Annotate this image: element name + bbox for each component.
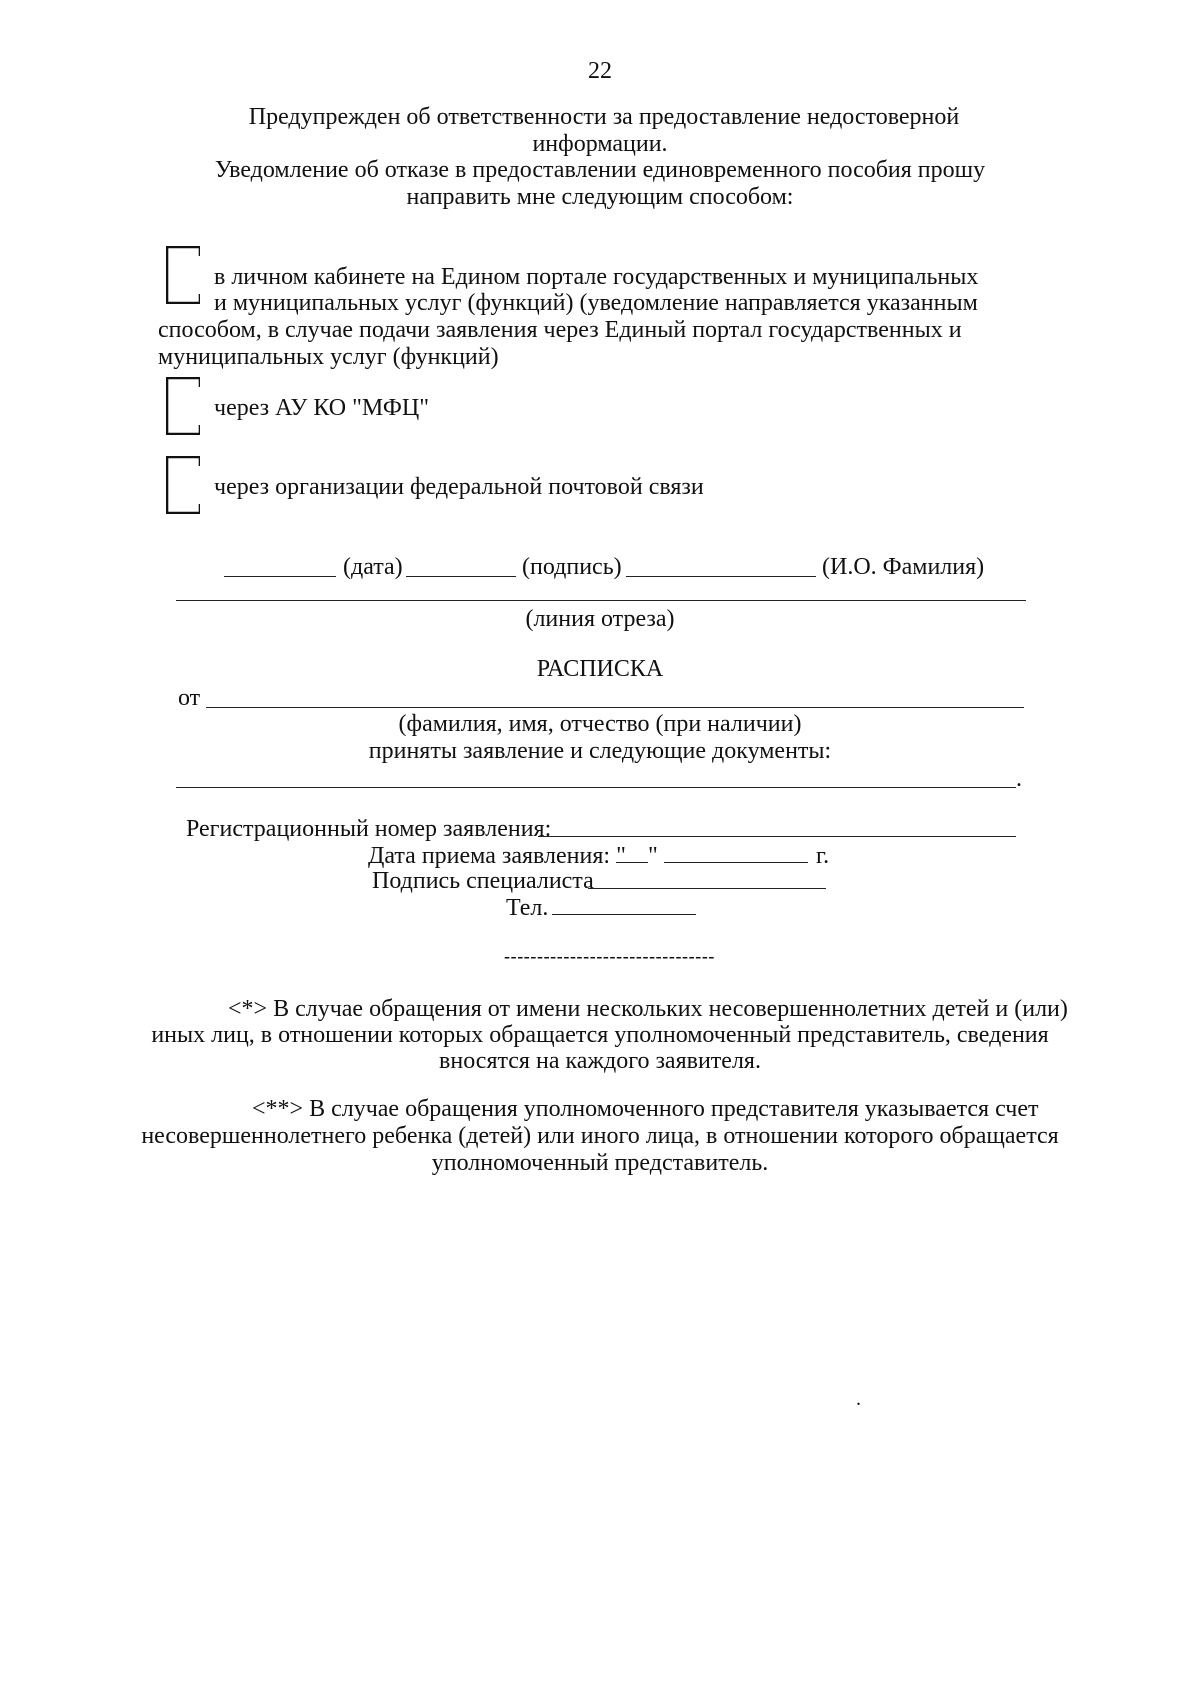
receipt-documents-blank[interactable] [176, 787, 1016, 788]
name-blank[interactable] [626, 576, 816, 577]
option-personal-cabinet-line-1: в личном кабинете на Едином портале государственных и муниципальных [214, 264, 979, 290]
receipt-from-caption: (фамилия, имя, отчество (при наличии) [398, 711, 802, 737]
footnote-2-line-3: уполномоченный представитель. [431, 1150, 769, 1176]
checkbox-bracket-icon [166, 377, 200, 435]
receipt-date-quote: " [648, 843, 658, 869]
receipt-date-label: Дата приема заявления: " [368, 843, 626, 869]
option-mfc-label: через АУ КО "МФЦ" [214, 395, 430, 421]
receipt-from-blank[interactable] [206, 707, 1024, 708]
footnote-1-line-1: <*> В случае обращения от имени нескольких несовершеннолетних детей и (или) [228, 996, 1068, 1022]
checkbox-mfc[interactable] [166, 377, 200, 435]
phone-label: Тел. [506, 895, 549, 921]
cut-line [176, 600, 1026, 601]
option-personal-cabinet-line-2: и муниципальных услуг (функций) (уведомление направляется указанным [214, 290, 978, 316]
specialist-signature-label: Подпись специалиста [372, 868, 594, 894]
reg-number-blank[interactable] [538, 836, 1016, 837]
checkbox-post[interactable] [166, 456, 200, 514]
checkbox-personal-cabinet[interactable] [166, 246, 200, 304]
checkbox-bracket-icon [166, 246, 200, 304]
checkbox-bracket-icon [166, 456, 200, 514]
signature-label: (подпись) [522, 554, 622, 580]
specialist-signature-blank[interactable] [588, 888, 826, 889]
receipt-documents-end: . [1016, 766, 1022, 792]
footnote-2-line-1: <**> В случае обращения уполномоченного представителя указывается счет [252, 1096, 1039, 1122]
footnote-1-line-3: вносятся на каждого заявителя. [439, 1048, 761, 1074]
notice-line-2: направить мне следующим способом: [406, 184, 794, 210]
receipt-title: РАСПИСКА [536, 656, 664, 682]
footnote-1-line-2: иных лиц, в отношении которых обращается уполномоченный представитель, сведения [151, 1022, 1049, 1048]
notice-line-1: Уведомление об отказе в предоставлении единовременного пособия прошу [214, 157, 986, 183]
footnote-2-line-2: несовершеннолетнего ребенка (детей) или иного лица, в отношении которого обращается [141, 1123, 1059, 1149]
receipt-year-suffix: г. [816, 843, 830, 869]
option-personal-cabinet-line-4: муниципальных услуг (функций) [158, 344, 499, 370]
stray-mark: . [856, 1388, 861, 1410]
footnote-separator: -------------------------------- [504, 946, 716, 966]
name-label: (И.О. Фамилия) [822, 554, 985, 580]
option-personal-cabinet-line-3: способом, в случае подачи заявления через Единый портал государственных и [158, 317, 962, 343]
receipt-day-blank[interactable] [616, 862, 648, 863]
cut-line-label: (линия отреза) [525, 606, 675, 632]
reg-number-label: Регистрационный номер заявления: [186, 816, 552, 842]
phone-blank[interactable] [552, 914, 696, 915]
signature-blank[interactable] [406, 576, 516, 577]
receipt-accepted-label: приняты заявление и следующие документы: [368, 738, 832, 764]
page-number: 22 [588, 58, 612, 84]
date-label: (дата) [343, 554, 403, 580]
date-blank[interactable] [224, 576, 336, 577]
receipt-month-blank[interactable] [664, 862, 808, 863]
option-post-label: через организации федеральной почтовой связи [214, 474, 704, 500]
warning-line-1: Предупрежден об ответственности за предоставление недостоверной [248, 104, 960, 130]
receipt-from-label: от [178, 685, 201, 711]
warning-line-2: информации. [532, 131, 668, 157]
